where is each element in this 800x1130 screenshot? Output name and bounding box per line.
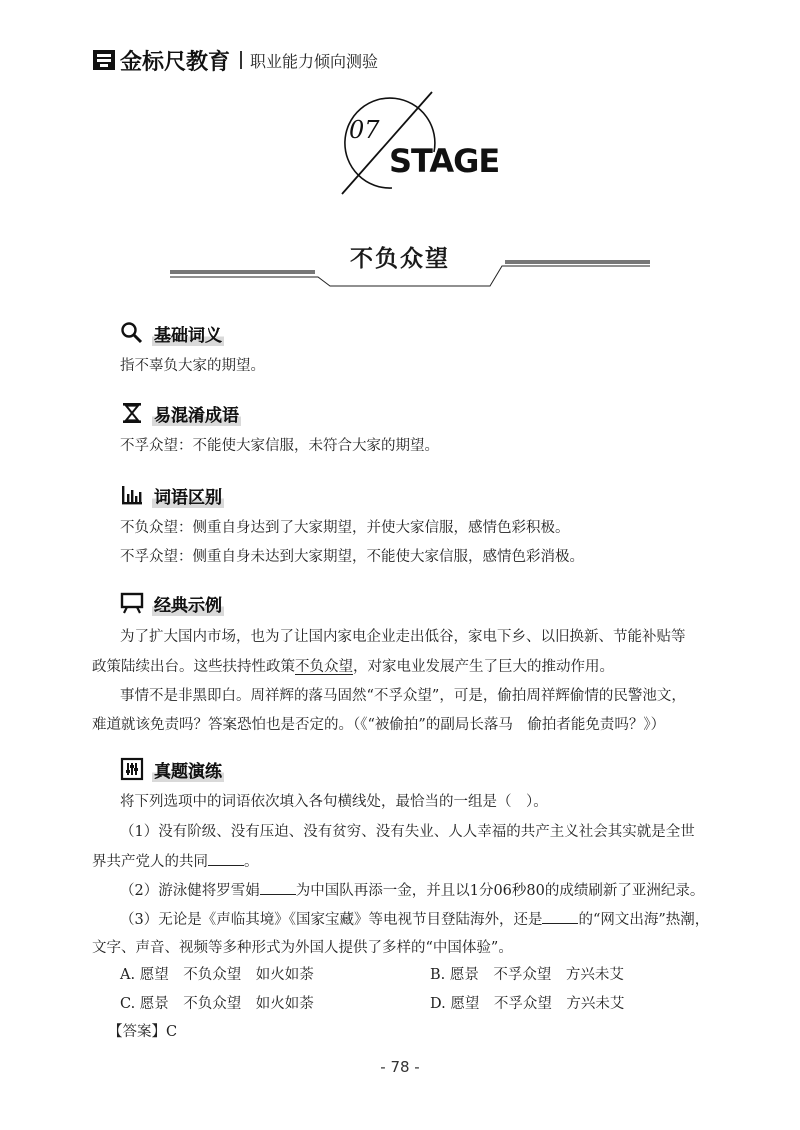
- stage-word: STAGE: [389, 142, 500, 180]
- practice-intro: 将下列选项中的词语依次填入各句横线处，最恰当的一组是（ ）。: [120, 794, 548, 810]
- example-text: 政策陆续出台。这些扶持性政策: [92, 659, 295, 675]
- question-3-line-1: [120, 909, 709, 930]
- page-header: [92, 42, 378, 78]
- option-b: B. 愿景 不孚众望 方兴未艾: [430, 967, 624, 983]
- basic-meaning-text: 指不辜负大家的期望。: [120, 358, 265, 374]
- section-practice: [120, 756, 224, 782]
- magnifier-icon: [120, 321, 144, 345]
- fill-blank: [260, 880, 296, 895]
- idiom-title: 不负众望: [350, 245, 450, 272]
- bar-chart-icon: [120, 483, 144, 507]
- question-text: 界共产党人的共同: [92, 854, 208, 870]
- section-distinction: [120, 482, 224, 508]
- example-text: ，对家电业发展产生了巨大的推动作用。: [353, 659, 614, 675]
- option-d: D. 愿望 不孚众望 方兴未艾: [430, 996, 625, 1012]
- example-underlined-idiom: 不负众望: [295, 659, 353, 675]
- question-1-line-1: （1）没有阶级、没有压迫、没有贫穷、没有失业、人人幸福的共产主义社会其实就是全世: [120, 824, 695, 840]
- hourglass-icon: [120, 401, 144, 425]
- header-subtitle: 职业能力倾向测验: [250, 51, 379, 71]
- sliders-icon: [120, 757, 144, 781]
- brand-logo-icon: [92, 48, 116, 72]
- board-icon: [120, 591, 144, 615]
- section-examples: [120, 590, 224, 616]
- fill-blank: [542, 909, 578, 924]
- option-c: C. 愿景 不负众望 如火如荼: [120, 996, 314, 1012]
- example-p2-line-2: 难道就该免责吗？答案恐怕也是否定的。（《“被偷拍”的副局长落马 偷拍者能免责吗？》）: [92, 717, 666, 733]
- example-p1-line-2: [92, 657, 614, 677]
- section-label: 易混淆成语: [152, 401, 241, 426]
- question-text: （3）无论是《声临其境》《国家宝藏》等电视节目登陆海外，还是: [120, 912, 543, 928]
- page-number: - 78 -: [380, 1058, 420, 1076]
- header-separator: [240, 51, 242, 69]
- question-1-line-2: [92, 851, 259, 872]
- question-text: 为中国队再添一金，并且以1分06秒80的成绩刷新了亚洲纪录。: [295, 883, 705, 899]
- distinction-line-2: 不孚众望：侧重自身未达到大家期望，不能使大家信服，感情色彩消极。: [120, 549, 584, 565]
- section-label: 经典示例: [152, 591, 224, 616]
- section-basic-meaning: [120, 320, 224, 346]
- option-a: A. 愿望 不负众望 如火如荼: [120, 967, 314, 983]
- question-text: （2）游泳健将罗雪娟: [120, 883, 260, 899]
- question-text: 的“网文出海”热潮，: [578, 912, 710, 928]
- fill-blank: [208, 851, 244, 866]
- example-p2-line-1: 事情不是非黑即白。周祥辉的落马固然“不孚众望”，可是，偷拍周祥辉偷情的民警池文，: [120, 688, 686, 704]
- confusable-text: 不孚众望：不能使大家信服，未符合大家的期望。: [120, 438, 439, 454]
- question-3-line-2: 文字、声音、视频等多种形式为外国人提供了多样的“中国体验”。: [92, 940, 513, 956]
- distinction-line-1: 不负众望：侧重自身达到了大家期望，并使大家信服，感情色彩积极。: [120, 520, 570, 536]
- question-text: 。: [244, 854, 259, 870]
- brand-name: 金标尺教育: [120, 49, 231, 75]
- section-label: 真题演练: [152, 757, 224, 782]
- section-confusable: [120, 400, 241, 426]
- question-2: [120, 880, 704, 901]
- section-label: 词语区别: [152, 483, 224, 508]
- stage-number: 07: [349, 116, 380, 144]
- example-p1-line-1: 为了扩大国内市场，也为了让国内家电企业走出低谷，家电下乡、以旧换新、节能补贴等: [120, 629, 686, 645]
- section-label: 基础词义: [152, 321, 224, 346]
- stage-emblem: [330, 90, 500, 200]
- answer-line: 【答案】C: [108, 1024, 178, 1040]
